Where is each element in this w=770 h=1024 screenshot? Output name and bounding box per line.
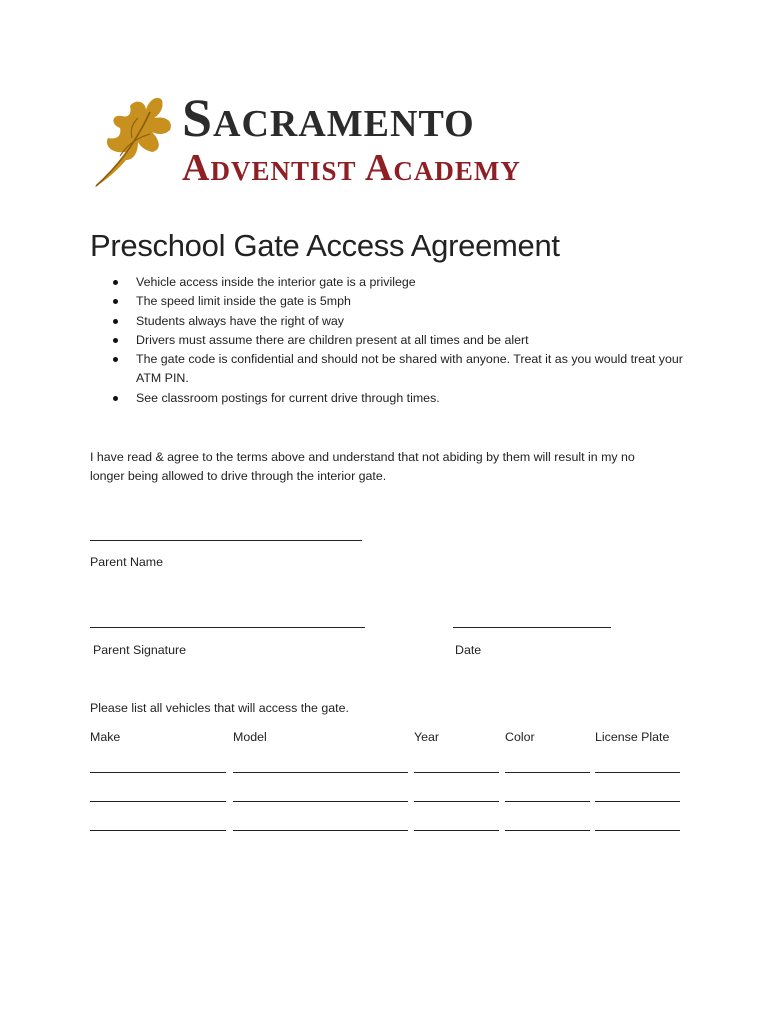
parent-signature-field[interactable] <box>90 627 365 628</box>
bullet-icon <box>113 357 118 362</box>
bullet-icon <box>113 280 118 285</box>
vehicle-make-field[interactable] <box>90 801 226 802</box>
bullet-icon <box>113 338 118 343</box>
school-logo <box>90 88 690 193</box>
column-header-make: Make <box>90 730 121 744</box>
vehicle-model-field[interactable] <box>233 801 408 802</box>
vehicle-license-plate-field[interactable] <box>595 772 680 773</box>
logo-academy-name: Adventist Academy <box>182 147 521 189</box>
list-item: The gate code is confidential and should not be shared with anyone. Treat it as you would treat your ATM PIN. <box>110 350 690 389</box>
list-item: The speed limit inside the gate is 5mph <box>110 292 690 311</box>
page-title: Preschool Gate Access Agreement <box>90 228 560 263</box>
bullet-icon <box>113 299 118 304</box>
vehicle-model-field[interactable] <box>233 772 408 773</box>
column-header-model: Model <box>233 730 267 744</box>
date-field[interactable] <box>453 627 611 628</box>
vehicle-year-field[interactable] <box>414 772 499 773</box>
vehicle-license-plate-field[interactable] <box>595 830 680 831</box>
vehicles-prompt: Please list all vehicles that will access the gate. <box>90 701 349 715</box>
column-header-color: Color <box>505 730 535 744</box>
vehicle-model-field[interactable] <box>233 830 408 831</box>
list-item: See classroom postings for current drive through times. <box>110 389 690 408</box>
bullet-icon <box>113 396 118 401</box>
vehicle-make-field[interactable] <box>90 772 226 773</box>
oak-leaf-icon <box>90 88 180 190</box>
column-header-year: Year <box>414 730 440 744</box>
list-item: Vehicle access inside the interior gate is a privilege <box>110 273 690 292</box>
vehicle-color-field[interactable] <box>505 772 590 773</box>
parent-signature-label: Parent Signature <box>93 643 186 657</box>
vehicle-make-field[interactable] <box>90 830 226 831</box>
date-label: Date <box>455 643 482 657</box>
vehicle-color-field[interactable] <box>505 830 590 831</box>
rules-list <box>110 273 690 408</box>
vehicle-year-field[interactable] <box>414 801 499 802</box>
agreement-statement: I have read & agree to the terms above and understand that not abiding by them will result in my no longer being allowed to drive through the interior gate. <box>90 450 635 483</box>
column-header-license-plate: License Plate <box>595 730 670 744</box>
logo-school-name: Sacramento <box>182 88 475 148</box>
list-item: Drivers must assume there are children present at all times and be alert <box>110 331 690 350</box>
vehicle-license-plate-field[interactable] <box>595 801 680 802</box>
parent-name-label: Parent Name <box>90 555 164 569</box>
vehicle-color-field[interactable] <box>505 801 590 802</box>
bullet-icon <box>113 319 118 324</box>
parent-name-field[interactable] <box>90 540 362 541</box>
list-item: Students always have the right of way <box>110 312 690 331</box>
vehicle-year-field[interactable] <box>414 830 499 831</box>
